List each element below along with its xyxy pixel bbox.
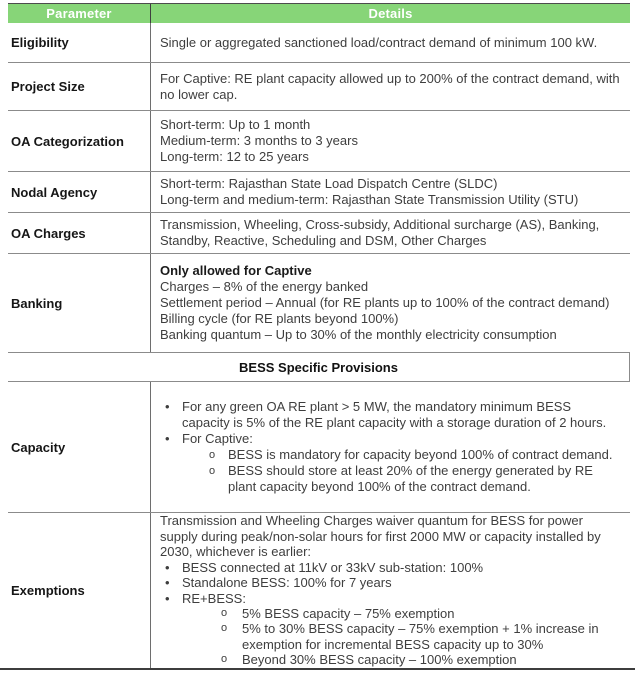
detail-line: • For Captive: [165, 431, 253, 446]
detail-line: o 5% to 30% BESS capacity – 75% exemption + 1% increase in exemption for incremental BESS capacity up to 30% [221, 621, 599, 652]
table-body [8, 23, 630, 668]
detail-line: Long-term: 12 to 25 years [160, 149, 309, 164]
details-cell-oa-charges [151, 213, 630, 253]
details-cell-project-size [151, 63, 630, 110]
detail-line: o BESS should store at least 20% of the energy generated by RE plant capacity beyond 100% of the contract demand. [209, 463, 593, 494]
section-title-bess-specific-provisions: BESS Specific Provisions [8, 352, 630, 382]
detail-line: • BESS connected at 11kV or 33kV sub-station: 100% [165, 559, 484, 575]
table-row-project-size [8, 62, 630, 110]
detail-line: Short-term: Up to 1 month [160, 117, 311, 132]
bullet-dot-icon: • [165, 431, 170, 446]
detail-line: o BESS is mandatory for capacity beyond 100% of contract demand. [209, 447, 613, 462]
detail-line: Banking quantum – Up to 30% of the monthly electricity consumption [160, 327, 557, 342]
parameter-cell-oa-charges: OA Charges [8, 213, 151, 253]
detail-line: • RE+BESS: [165, 590, 246, 606]
details-cell-capacity [151, 382, 630, 512]
detail-line: Medium-term: 3 months to 3 years [160, 133, 358, 148]
bullet-circle-icon: o [209, 449, 216, 461]
detail-line: Transmission, Wheeling, Cross-subsidy, Additional surcharge (AS), Banking, Standby, Reactive, Scheduling and DSM, Other Charges [160, 217, 600, 248]
detail-line: Billing cycle (for RE plants beyond 100%) [160, 311, 399, 326]
detail-line: Short-term: Rajasthan State Load Dispatch Centre (SLDC) [160, 176, 498, 191]
table-row-eligibility [8, 23, 630, 62]
detail-line: Transmission and Wheeling Charges waiver quantum for BESS for power supply during peak/non-solar hours for first 2000 MW or capacity installed by 2030, whichever is earlier: [160, 513, 601, 560]
detail-line: • For any green OA RE plant > 5 MW, the mandatory minimum BESS capacity is 5% of the RE plant capacity with a storage duration of 2 hours. [165, 399, 607, 430]
table-row-capacity [8, 382, 630, 512]
parameter-cell-capacity: Capacity [8, 382, 151, 512]
parameter-cell-banking: Banking [8, 254, 151, 352]
table-row-oa-charges [8, 212, 630, 253]
details-cell-nodal-agency [151, 172, 630, 212]
details-cell-eligibility [151, 23, 630, 62]
header-details: Details [368, 6, 413, 21]
detail-line: For Captive: RE plant capacity allowed up to 200% of the contract demand, with no lower cap. [160, 70, 620, 102]
parameter-cell-oa-categorization: OA Categorization [8, 111, 151, 171]
table-header-row [8, 3, 630, 23]
detail-line: o Beyond 30% BESS capacity – 100% exemption [221, 652, 517, 668]
table-bottom-rule [0, 668, 635, 670]
parameter-cell-project-size: Project Size [8, 63, 151, 110]
parameter-cell-eligibility: Eligibility [8, 23, 151, 62]
table-row-exemptions [8, 512, 630, 668]
detail-line: • Standalone BESS: 100% for 7 years [165, 575, 392, 591]
bullet-dot-icon: • [165, 575, 170, 591]
details-cell-exemptions [151, 513, 630, 668]
detail-line: Only allowed for Captive [160, 263, 312, 278]
bullet-circle-icon: o [221, 622, 228, 635]
parameter-cell-nodal-agency: Nodal Agency [8, 172, 151, 212]
details-cell-oa-categorization [151, 111, 630, 171]
bullet-dot-icon: • [165, 559, 170, 575]
header-parameter: Parameter [8, 4, 151, 23]
detail-line: Single or aggregated sanctioned load/contract demand of minimum 100 kW. [160, 34, 598, 50]
detail-line: Long-term and medium-term: Rajasthan State Transmission Utility (STU) [160, 192, 579, 207]
bullet-dot-icon: • [165, 399, 170, 414]
detail-line: o 5% BESS capacity – 75% exemption [221, 605, 455, 621]
bullet-circle-icon: o [209, 465, 216, 477]
parameter-cell-exemptions: Exemptions [8, 513, 151, 668]
detail-line: Charges – 8% of the energy banked [160, 279, 369, 294]
details-cell-banking [151, 254, 630, 352]
bullet-circle-icon: o [221, 606, 228, 619]
parameters-table [8, 3, 630, 668]
bullet-dot-icon: • [165, 590, 170, 606]
table-row-oa-categorization [8, 110, 630, 171]
table-row-nodal-agency [8, 171, 630, 212]
detail-line: Settlement period – Annual (for RE plants up to 100% of the contract demand) [160, 295, 610, 310]
bullet-circle-icon: o [221, 653, 228, 666]
table-row-banking [8, 253, 630, 352]
